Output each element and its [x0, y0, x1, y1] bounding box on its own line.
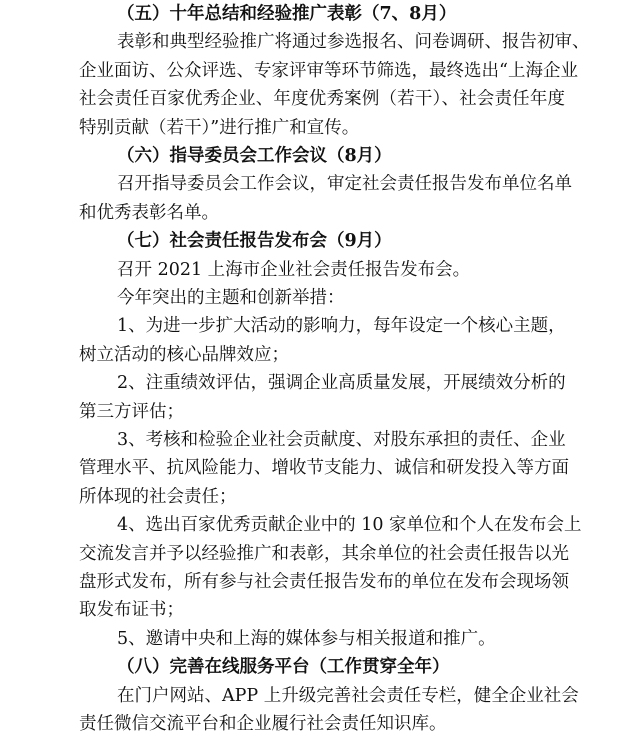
- section-heading: （八）完善在线服务平台（工作贯穿全年）: [117, 657, 450, 678]
- section-heading: （六）指导委员会工作会议（8月）: [117, 146, 392, 166]
- paragraph-line: 树立活动的核心品牌效应；: [79, 344, 289, 365]
- paragraph-line: 在门户网站、APP 上升级完善社会责任专栏，健全企业社会: [117, 685, 579, 706]
- paragraph-line: 召开 2021 上海市企业社会责任报告发布会。: [117, 259, 471, 280]
- paragraph-line: 责任微信交流平台和企业履行社会责任知识库。: [79, 714, 447, 734]
- paragraph-line: 取发布证书；: [79, 600, 184, 621]
- paragraph-line: 2、注重绩效评估，强调企业高质量发展，开展绩效分析的: [117, 373, 566, 394]
- paragraph-line: 第三方评估；: [79, 401, 184, 422]
- paragraph-line: 盘形式发布，所有参与社会责任报告发布的单位在发布会现场领: [79, 572, 569, 592]
- paragraph-line: 3、考核和检验企业社会贡献度、对股东承担的责任、企业: [117, 430, 566, 450]
- paragraph-line: 企业面访、公众评选、专家评审等环节筛选，最终选出“上海企业: [79, 60, 578, 81]
- paragraph-line: 4、选出百家优秀贡献企业中的 10 家单位和个人在发布会上: [117, 515, 582, 536]
- paragraph-line: 5、邀请中央和上海的媒体参与相关报道和推广。: [117, 628, 496, 649]
- paragraph-line: 管理水平、抗风险能力、增收节支能力、诚信和研发投入等方面: [79, 458, 569, 479]
- paragraph-line: 召开指导委员会工作会议，审定社会责任报告发布单位名单: [117, 174, 572, 195]
- paragraph-line: 和优秀表彰名单。: [79, 202, 219, 223]
- paragraph-line: 1、为进一步扩大活动的影响力，每年设定一个核心主题，: [117, 316, 566, 337]
- paragraph-line: 今年突出的主题和创新举措：: [117, 288, 345, 308]
- paragraph-line: 交流发言并予以经验推广和表彰，其余单位的社会责任报告以光: [79, 543, 569, 564]
- section-heading: （七）社会责任报告发布会（9月）: [117, 231, 392, 252]
- paragraph-line: 表彰和典型经验推广将通过参选报名、问卷调研、报告初审、: [117, 32, 590, 53]
- paragraph-line: 社会责任百家优秀企业、年度优秀案例（若干）、社会责任年度: [79, 89, 565, 110]
- section-heading: （五）十年总结和经验推广表彰（7、8月）: [117, 4, 457, 24]
- paragraph-line: 特别贡献（若干）”进行推广和宣传。: [79, 117, 360, 138]
- paragraph-line: 所体现的社会责任；: [79, 486, 237, 507]
